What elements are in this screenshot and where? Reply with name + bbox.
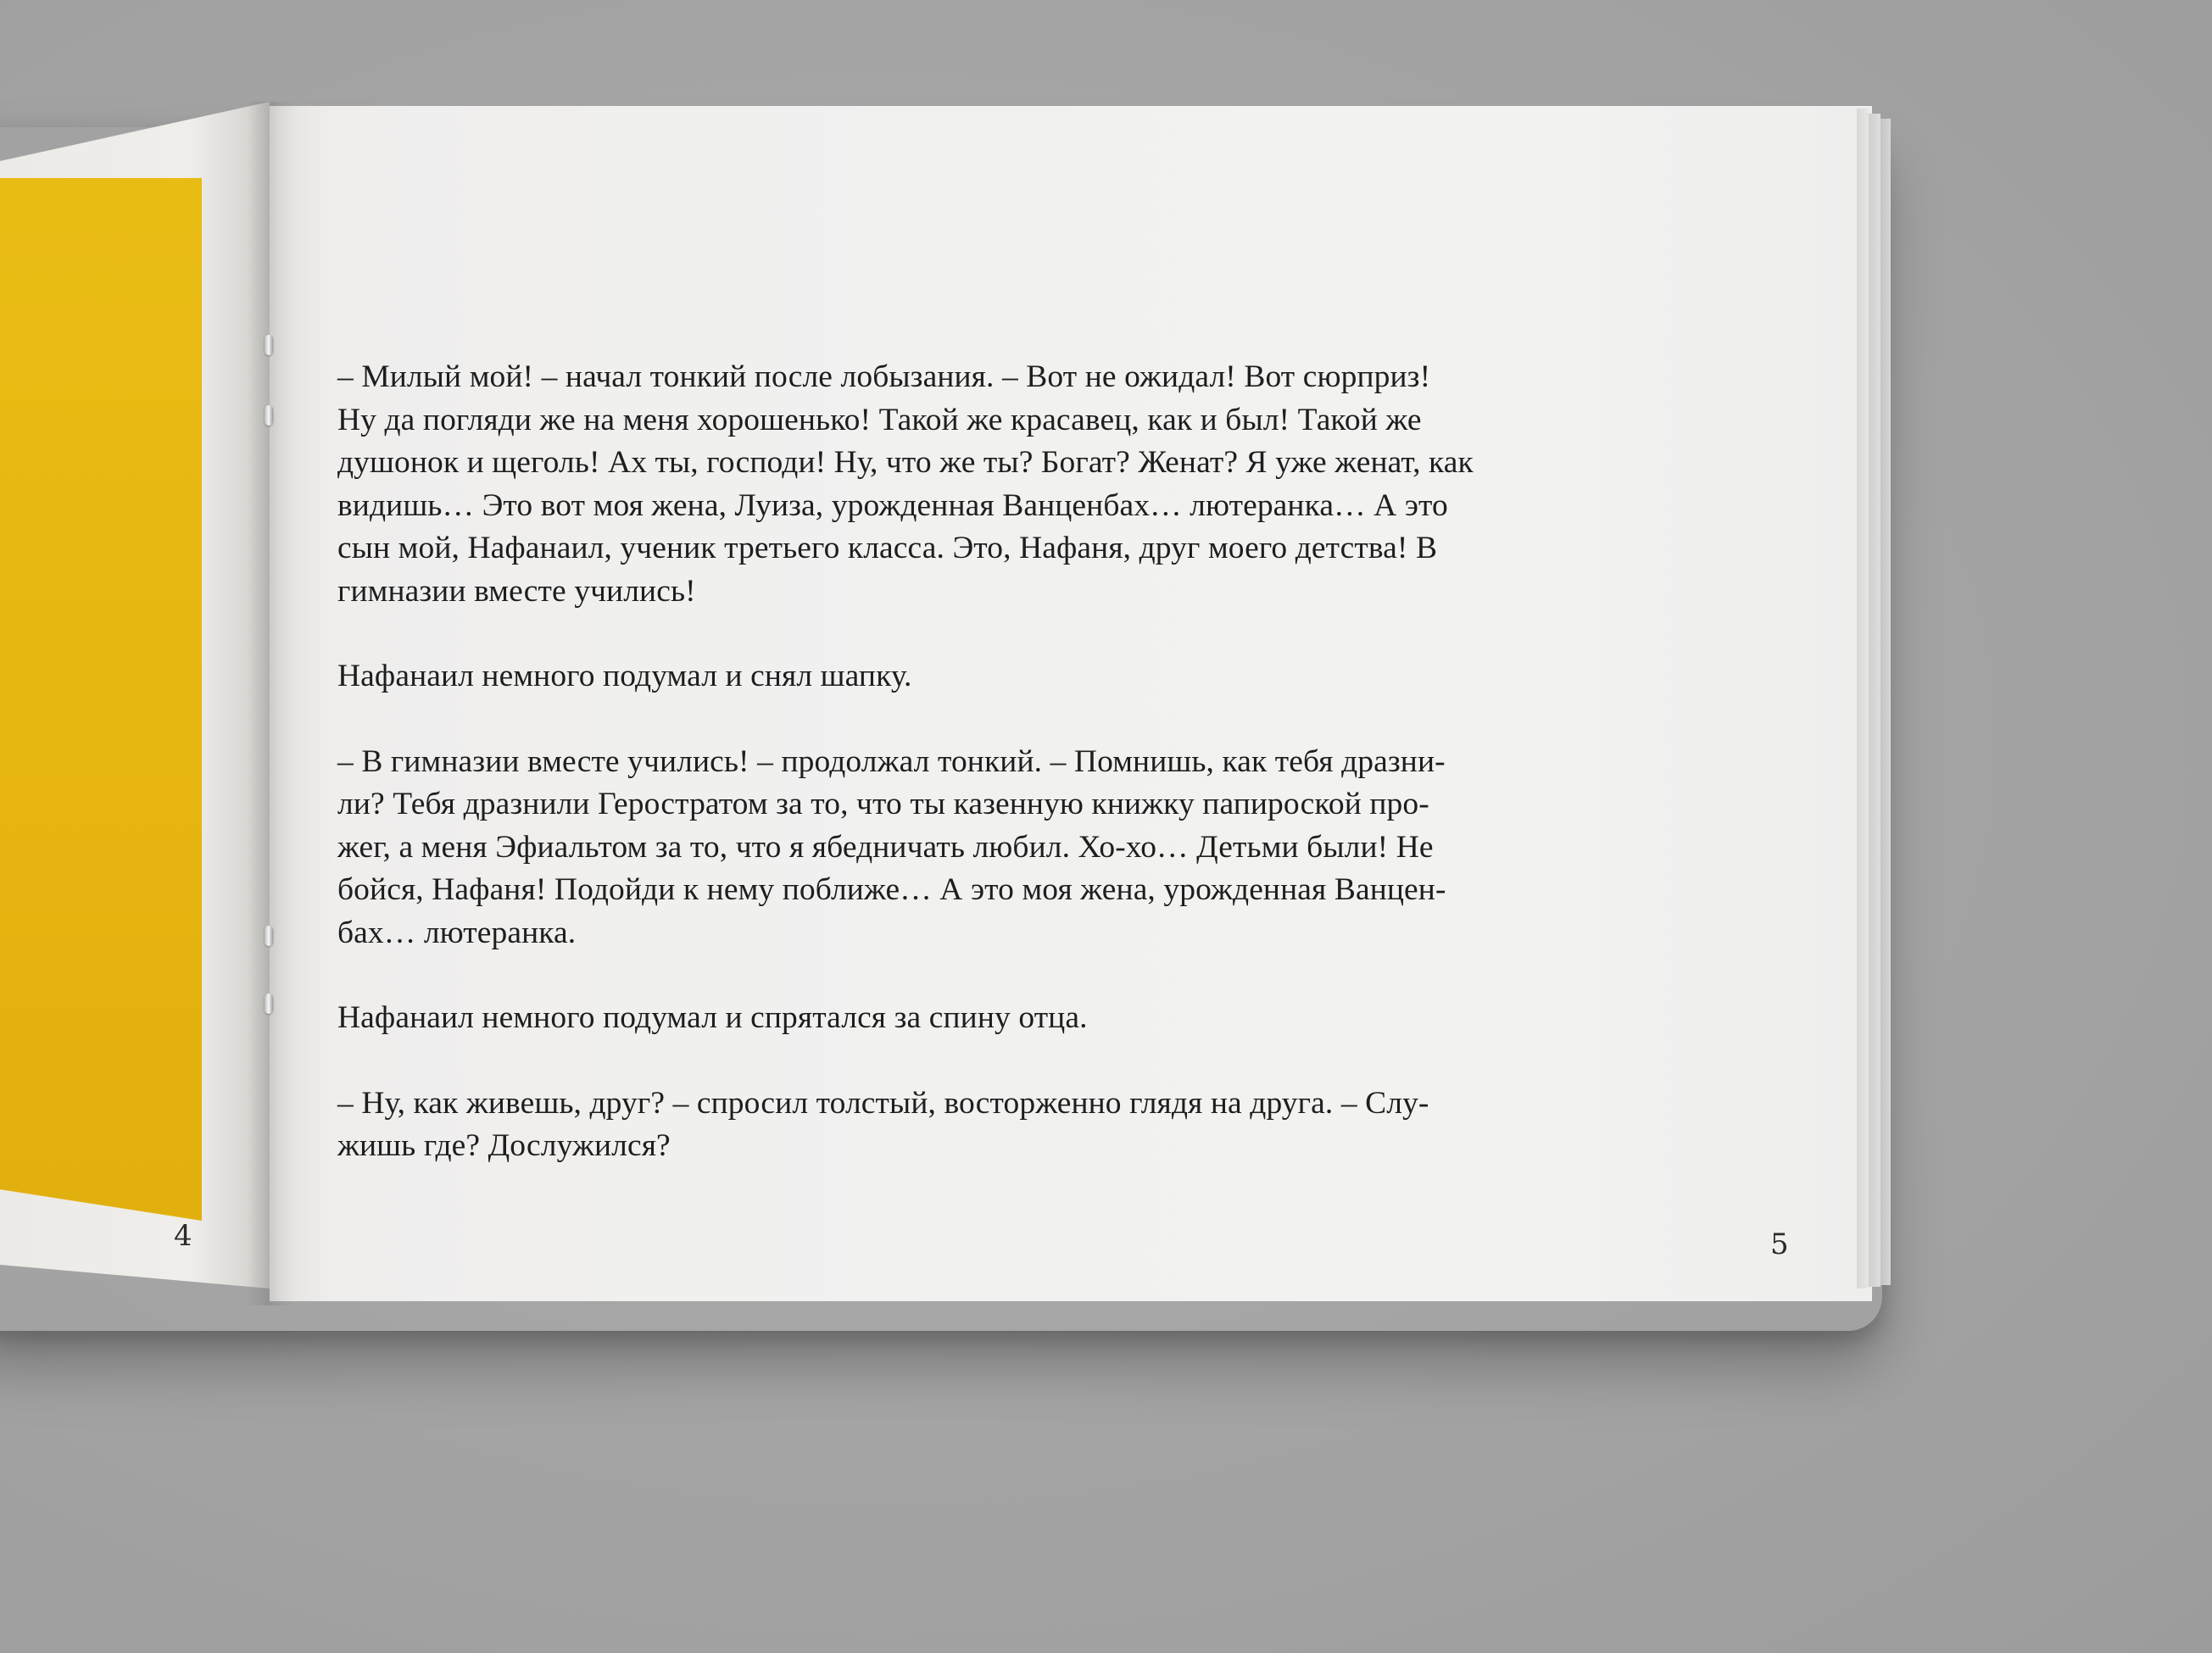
binding-staple — [265, 335, 273, 355]
page-text — [337, 356, 1541, 1168]
binding-staple — [265, 993, 273, 1014]
text-line: сын мой, Нафанаил, ученик третьего класса. Это, Нафаня, друг моего детства! В — [337, 531, 1438, 565]
text-line: ли? Тебя дразнили Геростратом за то, что ты казенную книжку папироской про- — [337, 787, 1429, 821]
text-line: душонок и щеголь! Ах ты, господи! Ну, что же ты? Богат? Женат? Я уже женат, как — [337, 445, 1474, 480]
binding-staple — [265, 926, 273, 946]
page-edge — [1880, 119, 1891, 1285]
page-edge — [1869, 114, 1880, 1287]
page-number-left: 4 — [174, 1219, 192, 1253]
text-line: Нафанаил немного подумал и снял шапку. — [337, 659, 912, 693]
text-line: Нафанаил немного подумал и спрятался за спину отца. — [337, 1000, 1088, 1035]
book-gutter — [246, 102, 297, 1305]
paragraph — [337, 356, 1541, 613]
text-line: бойся, Нафаня! Подойди к нему поближе… А это моя жена, урожденная Ванцен- — [337, 872, 1446, 907]
text-line: – Ну, как живешь, друг? – спросил толстый, восторженно глядя на друга. – Слу- — [337, 1085, 1429, 1121]
text-line: бах… лютеранка. — [337, 915, 577, 950]
paragraph — [337, 997, 1541, 1040]
text-line: жег, а меня Эфиальтом за то, что я ябедничать любил. Хо-хо… Детьми были! Не — [337, 829, 1434, 865]
text-line: видишь… Это вот моя жена, Луиза, урожденная Ванценбах… лютеранка… А это — [337, 487, 1448, 523]
binding-staple — [265, 405, 273, 426]
paragraph — [337, 741, 1541, 955]
text-line: жишь где? Дослужился? — [337, 1128, 671, 1163]
text-line: Ну да погляди же на меня хорошенько! Такой же красавец, как и был! Такой же — [337, 402, 1422, 437]
paragraph — [337, 1083, 1541, 1168]
paragraph — [337, 655, 1541, 698]
yellow-illustration-panel — [0, 178, 202, 1221]
page-number-right: 5 — [1770, 1227, 1789, 1261]
page-edge — [1857, 109, 1869, 1288]
text-line: гимназии вместе учились! — [337, 573, 696, 609]
text-line: – Милый мой! – начал тонкий после лобызания. – Вот не ожидал! Вот сюрприз! — [337, 359, 1431, 394]
text-line: – В гимназии вместе учились! – продолжал тонкий. – Помнишь, как тебя дразни- — [337, 743, 1446, 779]
